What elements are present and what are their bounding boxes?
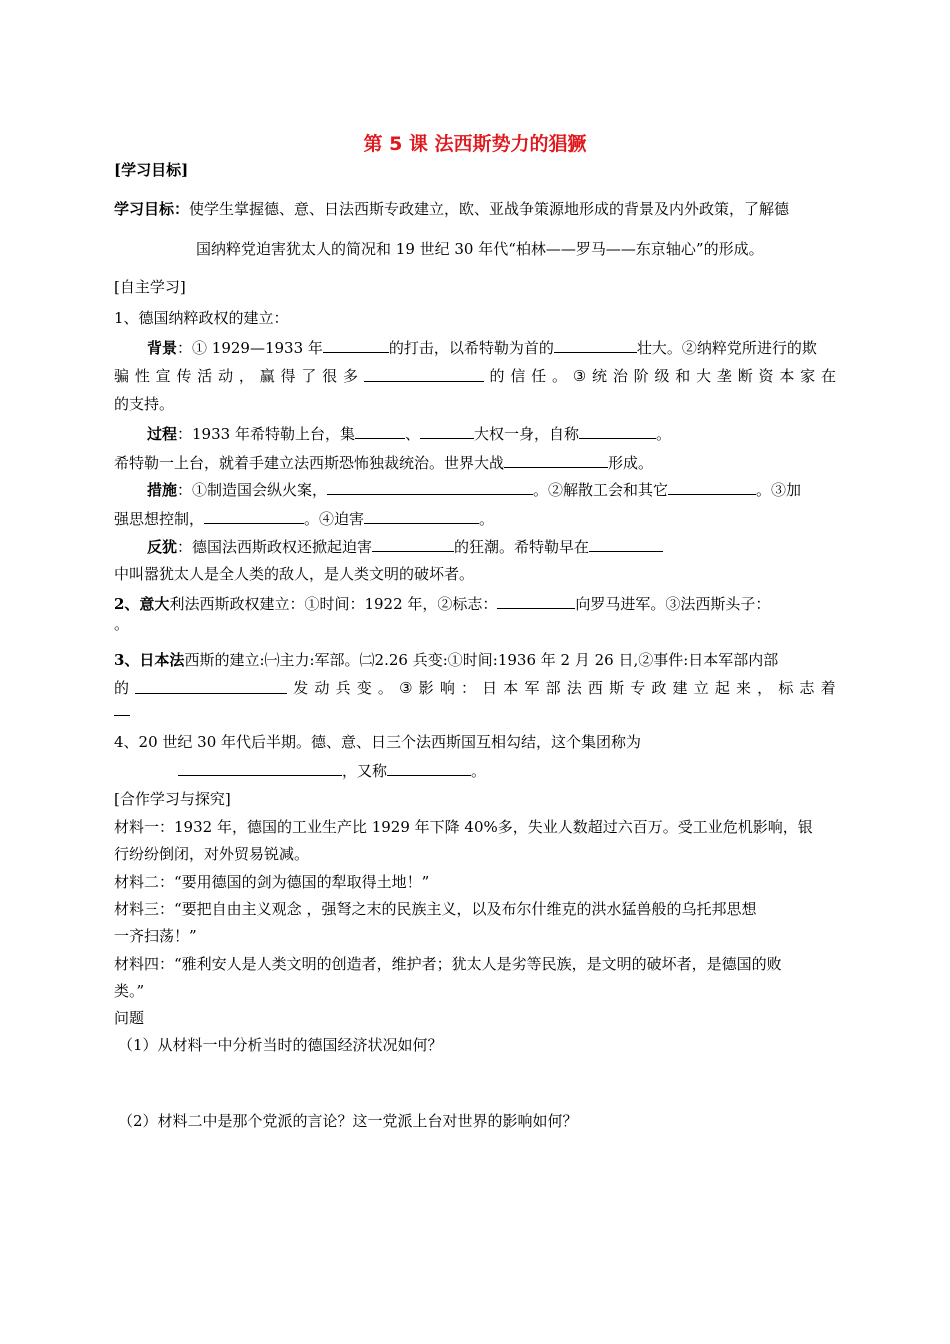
fill-blank[interactable]: [579, 423, 656, 439]
cooperative-heading: [合作学习与探究]: [114, 790, 231, 808]
background-line-1: 背景：① 1929—1933 年 的打击，以希特勒为首的 壮大。②纳粹党所进行的欺: [147, 339, 817, 357]
goals-text-1: 使学生掌握德、意、日法西斯专政建立，欧、亚战争策源地形成的背景及内外政策，了解德: [189, 200, 790, 218]
material-3-line-2: 一齐扫荡！”: [114, 927, 197, 945]
measures-line-2: 强思想控制， 。④迫害 。: [114, 510, 495, 528]
material-1-line-2: 行纷纷倒闭，对外贸易锐减。: [114, 845, 310, 863]
self-study-heading: [自主学习]: [114, 278, 186, 296]
fill-blank[interactable]: [364, 508, 479, 524]
fill-blank[interactable]: [497, 593, 575, 609]
material-4-line-2: 类。”: [114, 982, 145, 1000]
material-3-line-1: 材料三：“要把自由主义观念 ，强弩之末的民族主义，以及布尔什维克的洪水猛兽般的乌托邦思想: [114, 900, 757, 918]
material-2: 材料二：“要用德国的剑为德国的犁取得土地！”: [114, 873, 430, 891]
fill-blank[interactable]: [114, 700, 130, 716]
goals-heading: [学习目标]: [114, 161, 189, 179]
section-2-line-1: 2、意大利法西斯政权建立：①时间：1922 年，②标志： 向罗马进军。③法西斯头子：: [114, 595, 771, 613]
question-2: （2）材料二中是那个党派的言论？这一党派上台对世界的影响如何？: [118, 1112, 578, 1130]
material-4-line-1: 材料四：“雅利安人是人类文明的创造者，维护者；犹太人是劣等民族，是文明的破坏者，是德国的败: [114, 955, 782, 973]
goals-line-2: 国纳粹党迫害犹太人的简况和 19 世纪 30 年代“柏林——罗马——东京轴心”的形成。: [196, 240, 764, 258]
background-line-2: 骗 性 宣 传 活 动 ， 赢 得 了 很 多 的 信 任 。 ③ 统 治 阶 级 和 大 垄 断 资 本 家 在: [114, 367, 836, 385]
section-3-line-1: 3、日本法西斯的建立:㈠主力:军部。㈡2.26 兵变:①时间:1936 年 2 月 26 日,②事件:日本军部内部: [114, 651, 779, 669]
measures-label: 措施: [147, 481, 178, 499]
material-1-line-1: 材料一：1932 年，德国的工业生产比 1929 年下降 40%多，失业人数超过六百万。受工业危机影响，银: [114, 818, 813, 836]
measures-line-1: 措施：①制造国会纵火案， 。②解散工会和其它 。③加: [147, 481, 802, 499]
section-4-line-1: 4、20 世纪 30 年代后半期。德、意、日三个法西斯国互相勾结，这个集团称为: [114, 733, 642, 751]
fill-blank[interactable]: [323, 337, 389, 353]
background-label: 背景: [147, 339, 178, 357]
fill-blank[interactable]: [204, 508, 304, 524]
section-3-line-3: [114, 700, 130, 721]
fill-blank[interactable]: [364, 366, 484, 382]
fill-blank[interactable]: [387, 760, 471, 776]
process-line-1: 过程：1933 年希特勒上台，集 、 大权一身，自称 。: [147, 425, 672, 443]
question-1: （1）从材料一中分析当时的德国经济状况如何？: [118, 1036, 443, 1054]
fill-blank[interactable]: [668, 479, 756, 495]
section-3-line-2: 的 发 动 兵 变 。 ③ 影 响 ： 日 本 军 部 法 西 斯 专 政 建 立 起 来 ， 标 志 着: [114, 679, 836, 697]
fill-blank[interactable]: [372, 536, 454, 552]
fill-blank[interactable]: [420, 423, 474, 439]
background-line-3: 的支持。: [114, 395, 175, 413]
fill-blank[interactable]: [135, 678, 287, 694]
fill-blank[interactable]: [589, 536, 663, 552]
fill-blank[interactable]: [504, 452, 608, 468]
section-4-line-2: ，又称 。: [178, 760, 486, 781]
anti-jewish-line-1: 反犹：德国法西斯政权还掀起迫害 的狂潮。希特勒早在: [147, 536, 663, 557]
anti-jewish-line-2: 中叫嚣犹太人是全人类的敌人，是人类文明的破坏者。: [114, 565, 475, 583]
section-2-line-2: 。: [114, 615, 130, 633]
fill-blank[interactable]: [327, 479, 533, 495]
fill-blank[interactable]: [554, 337, 637, 353]
questions-heading: 问题: [114, 1009, 145, 1027]
anti-jewish-label: 反犹: [147, 538, 178, 556]
process-line-2: 希特勒一上台，就着手建立法西斯恐怖独裁统治。世界大战 形成。: [114, 454, 654, 472]
fill-blank[interactable]: [178, 760, 342, 776]
goals-line-1: [114, 199, 789, 219]
process-label: 过程: [147, 425, 178, 443]
page-title: 第 5 课 法西斯势力的猖獗: [363, 133, 587, 155]
section-1-heading: 1、德国纳粹政权的建立：: [114, 309, 289, 327]
fill-blank[interactable]: [355, 423, 405, 439]
goals-label: 学习目标：: [114, 200, 190, 218]
